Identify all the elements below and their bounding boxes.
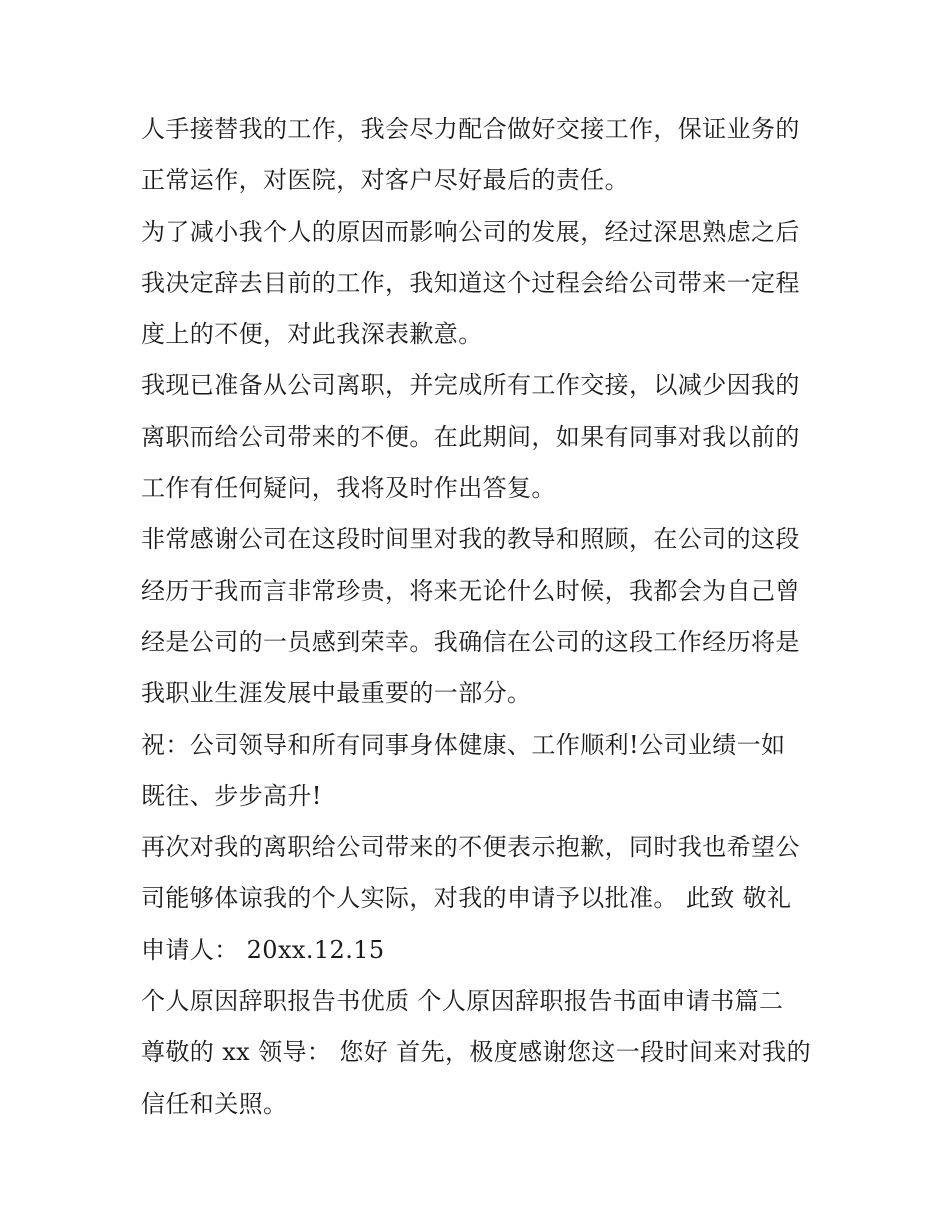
signature-line: 申请人： 20xx.12.15 (141, 935, 385, 964)
text-line: 信任和关照。 (141, 1089, 288, 1118)
text-line: 正常运作，对医院，对客户尽好最后的责任。 (141, 166, 629, 195)
text-line: 祝：公司领导和所有同事身体健康、工作顺利!公司业绩一如 (141, 730, 786, 759)
text-line: 度上的不便，对此我深表歉意。 (141, 320, 483, 349)
text-line: 工作有任何疑问，我将及时作出答复。 (141, 474, 556, 503)
text-line: 离职而给公司带来的不便。在此期间，如果有同事对我以前的 (141, 422, 800, 451)
text-line: 再次对我的离职给公司带来的不便表示抱歉，同时我也希望公 (141, 833, 800, 862)
text-line: 经历于我而言非常珍贵，将来无论什么时候，我都会为自己曾 (141, 576, 800, 605)
text-line: 我决定辞去目前的工作，我知道这个过程会给公司带来一定程 (141, 268, 800, 297)
document-body (141, 104, 821, 1130)
text-line: 我现已准备从公司离职，并完成所有工作交接，以减少因我的 (141, 371, 800, 400)
section-heading: 个人原因辞职报告书优质 个人原因辞职报告书面申请书篇二 (141, 987, 784, 1016)
text-line: 非常感谢公司在这段时间里对我的教导和照顾，在公司的这段 (141, 525, 800, 554)
greeting-line: 尊敬的 xx 领导： 您好 首先，极度感谢您这一段时间来对我的 (141, 1038, 811, 1067)
text-line: 经是公司的一员感到荣幸。我确信在公司的这段工作经历将是 (141, 627, 800, 656)
text-line: 既往、步步高升! (141, 781, 322, 810)
text-line: 为了减小我个人的原因而影响公司的发展，经过深思熟虑之后 (141, 217, 800, 246)
text-line: 司能够体谅我的个人实际，对我的申请予以批准。 此致 敬礼 (141, 884, 792, 913)
text-line: 我职业生涯发展中最重要的一部分。 (141, 679, 532, 708)
text-line: 人手接替我的工作，我会尽力配合做好交接工作，保证业务的 (141, 115, 800, 143)
